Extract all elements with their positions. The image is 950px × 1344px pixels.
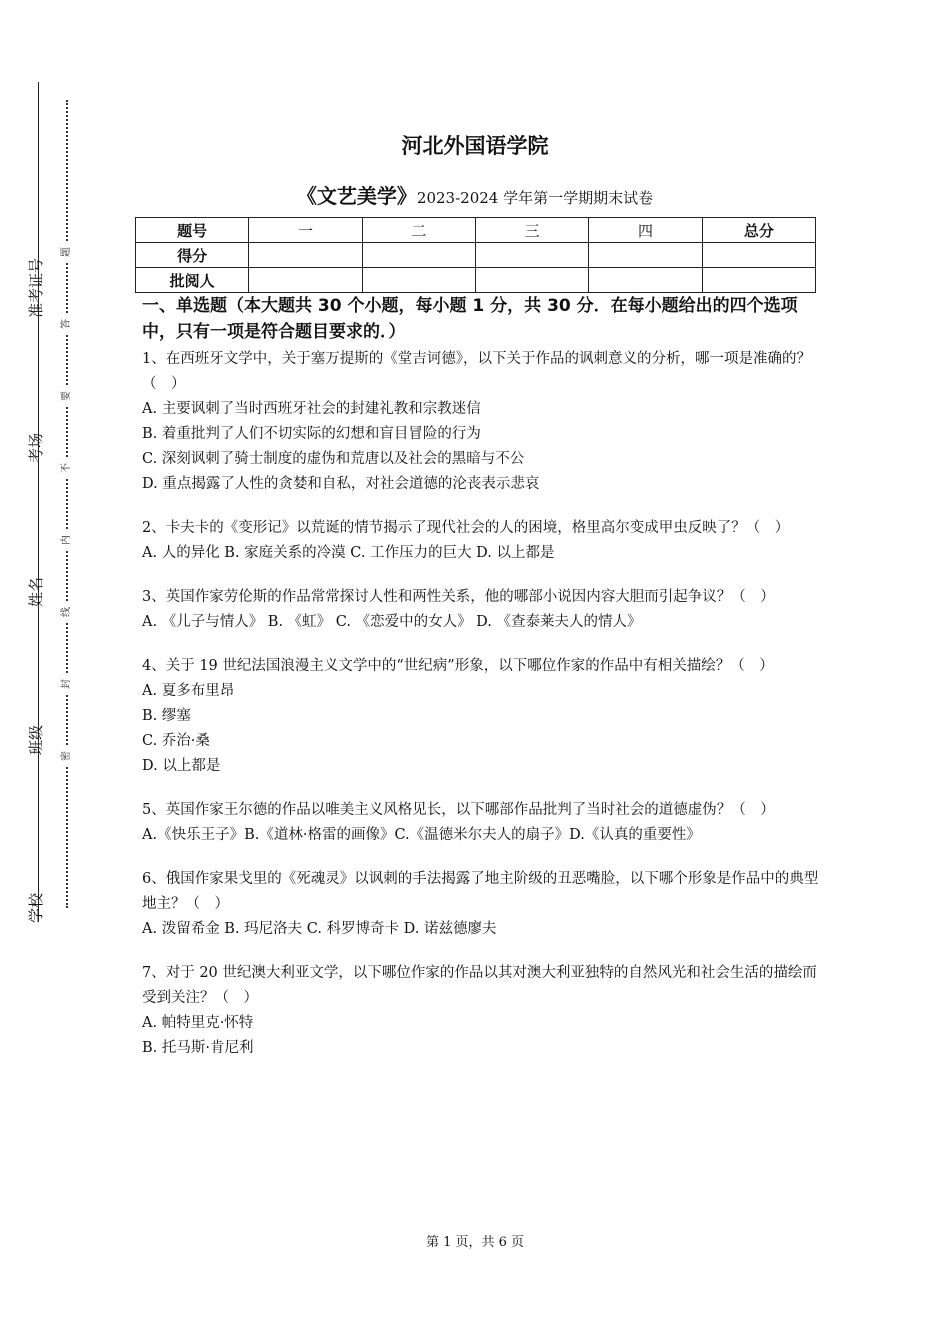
- question-stem: 6、俄国作家果戈里的《死魂灵》以讽刺的手法揭露了地主阶级的丑恶嘴脸，以下哪个形象是作品中的典型地主？（ ）: [142, 871, 819, 912]
- answer-option: A. 夏多布里昂: [142, 683, 235, 699]
- question: [142, 516, 822, 566]
- question-list: [142, 293, 822, 1080]
- answer-options: A. 《儿子与情人》 B. 《虹》 C. 《恋爱中的女人》 D. 《查泰莱夫人的情人》: [142, 614, 642, 630]
- question: [142, 585, 822, 635]
- score-cell[interactable]: [475, 243, 588, 268]
- score-table-row-label: 得分: [136, 243, 249, 268]
- question-stem: 7、对于 20 世纪澳大利亚文学，以下哪位作家的作品以其对澳大利亚独特的自然风光和社会生活的描绘而受到关注？（ ）: [142, 965, 817, 1006]
- score-table-header-cell: 题号: [136, 218, 249, 243]
- score-cell[interactable]: [589, 268, 702, 293]
- answer-option: A. 主要讽刺了当时西班牙社会的封建礼教和宗教迷信: [142, 401, 481, 417]
- answer-option: D. 以上都是: [142, 758, 221, 774]
- question-stem: 4、关于 19 世纪法国浪漫主义文学中的“世纪病”形象，以下哪位作家的作品中有相关描绘？（ ）: [142, 658, 774, 674]
- score-table-row-label: 批阅人: [136, 268, 249, 293]
- score-table-header-cell: 四: [589, 218, 702, 243]
- question-stem: 2、卡夫卡的《变形记》以荒诞的情节揭示了现代社会的人的困境，格里高尔变成甲虫反映了？（ ）: [142, 520, 790, 536]
- seal-char: 线: [58, 603, 76, 621]
- score-cell[interactable]: [702, 243, 815, 268]
- score-table-header-cell: 一: [249, 218, 362, 243]
- question-stem: 3、英国作家劳伦斯的作品常常探讨人性和两性关系，他的哪部小说因内容大胆而引起争议？（ ）: [142, 589, 775, 605]
- seal-char: 封: [58, 675, 76, 693]
- answer-option: B. 托马斯·肯尼利: [142, 1040, 254, 1056]
- answer-options: A. 人的异化 B. 家庭关系的冷漠 C. 工作压力的巨大 D. 以上都是: [142, 545, 555, 561]
- score-cell[interactable]: [702, 268, 815, 293]
- page-footer: 第 1 页，共 6 页: [425, 1235, 525, 1250]
- score-cell[interactable]: [362, 268, 475, 293]
- score-cell[interactable]: [362, 243, 475, 268]
- score-cell[interactable]: [589, 243, 702, 268]
- score-table-header-cell: 二: [362, 218, 475, 243]
- field-school: 学校: [27, 893, 45, 924]
- score-cell[interactable]: [475, 268, 588, 293]
- score-table-row: [136, 243, 816, 268]
- score-table: [135, 217, 816, 293]
- score-table-header-row: [136, 218, 816, 243]
- section-heading: 一、单选题（本大题共 30 个小题，每小题 1 分，共 30 分．在每小题给出的四个选项中，只有一项是符合题目要求的．）: [142, 296, 798, 342]
- seal-char: 要: [58, 387, 76, 405]
- score-cell[interactable]: [249, 268, 362, 293]
- question-stem: 1、在西班牙文学中，关于塞万提斯的《堂吉诃德》，以下关于作品的讽刺意义的分析，哪一项是准确的？（ ）: [142, 351, 811, 392]
- seal-char: 不: [58, 459, 76, 477]
- exam-term: 2023-2024 学年第一学期期末试卷: [416, 189, 654, 207]
- exam-subtitle: [0, 180, 950, 209]
- answer-option: A. 帕特里克·怀特: [142, 1015, 254, 1031]
- question: [142, 654, 822, 779]
- binding-dotted-line: [66, 100, 68, 908]
- question: [142, 347, 822, 497]
- answer-option: C. 乔治·桑: [142, 733, 210, 749]
- answer-option: B. 缪塞: [142, 708, 191, 724]
- question: [142, 798, 822, 848]
- field-class: 班级: [27, 725, 45, 756]
- seal-char: 答: [58, 315, 76, 333]
- question: [142, 961, 822, 1061]
- field-exam-number: 准考证号: [27, 257, 45, 318]
- field-exam-room: 考场: [27, 433, 45, 464]
- question: [142, 867, 822, 942]
- course-name: 《文艺美学》: [296, 184, 417, 208]
- school-title: 河北外国语学院: [401, 134, 549, 158]
- score-table-header-cell: 三: [475, 218, 588, 243]
- answer-options: A. 泼留希金 B. 玛尼洛夫 C. 科罗博奇卡 D. 诺兹德廖夫: [142, 921, 497, 937]
- score-cell[interactable]: [249, 243, 362, 268]
- answer-option: C. 深刻讽刺了骑士制度的虚伪和荒唐以及社会的黑暗与不公: [142, 451, 525, 467]
- field-name: 姓名: [27, 577, 45, 608]
- score-table-header-cell: 总分: [702, 218, 815, 243]
- answer-options: A.《快乐王子》B.《道林·格雷的画像》C.《温德米尔夫人的扇子》D.《认真的重要性》: [142, 827, 701, 843]
- seal-char: 内: [58, 531, 76, 549]
- seal-char: 密: [58, 747, 76, 765]
- score-table-row: [136, 268, 816, 293]
- answer-option: B. 着重批判了人们不切实际的幻想和盲目冒险的行为: [142, 426, 481, 442]
- answer-option: D. 重点揭露了人性的贪婪和自私，对社会道德的沦丧表示悲哀: [142, 476, 540, 492]
- question-stem: 5、英国作家王尔德的作品以唯美主义风格见长，以下哪部作品批判了当时社会的道德虚伪？（ ）: [142, 802, 775, 818]
- seal-char: 题: [58, 243, 76, 261]
